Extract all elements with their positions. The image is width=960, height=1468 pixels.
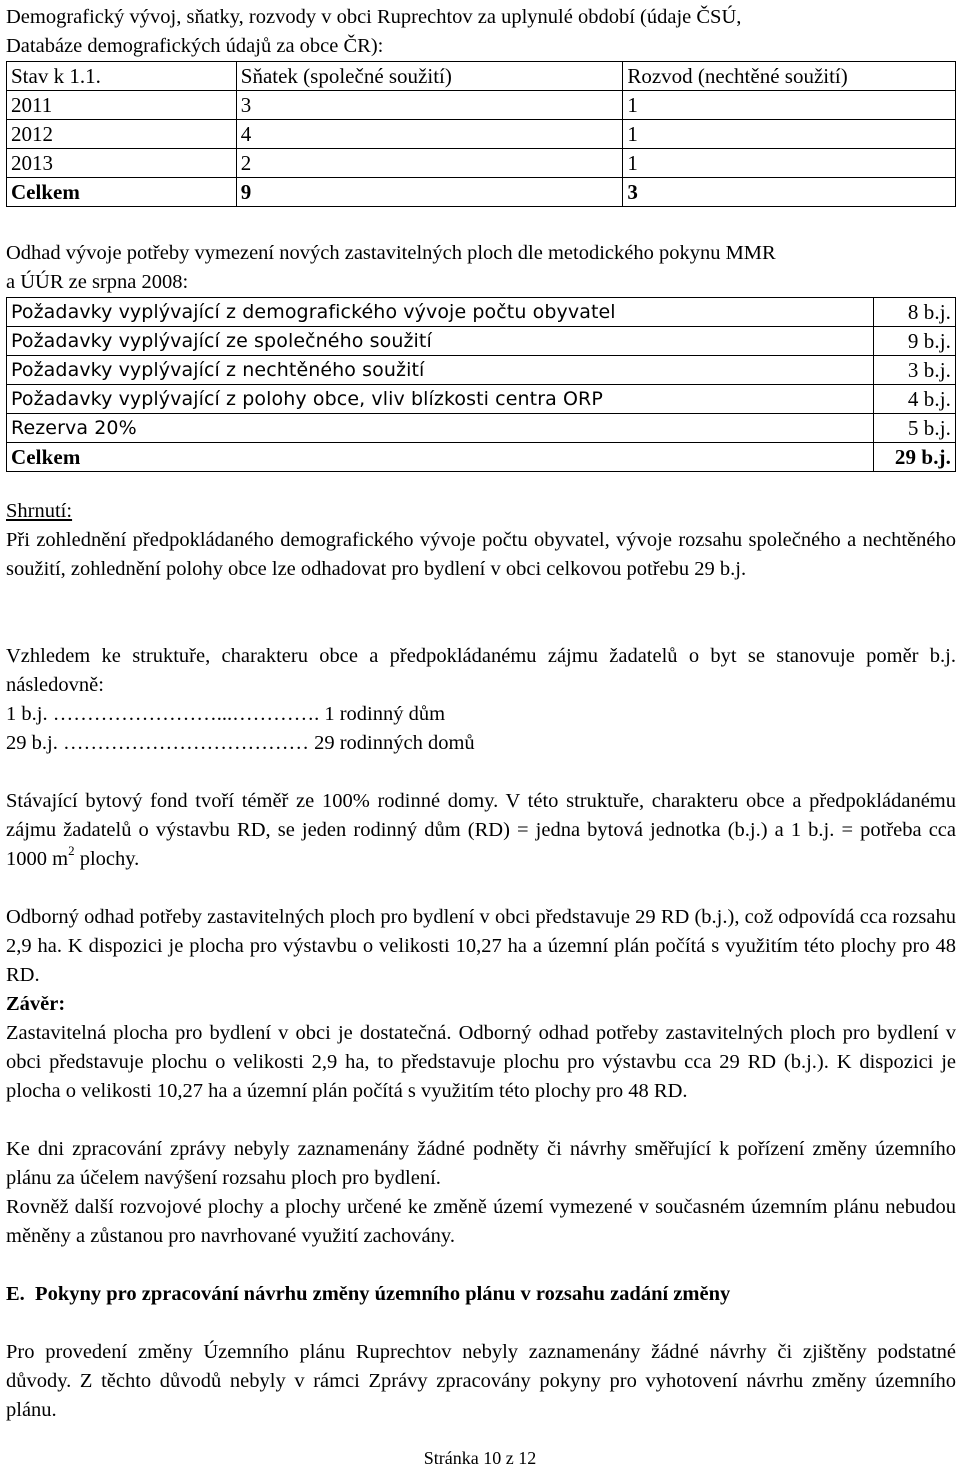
table-cell: 9 b.j. bbox=[874, 327, 956, 356]
table-cell: 8 b.j. bbox=[874, 298, 956, 327]
table-cell: Požadavky vyplývající z polohy obce, vliv blízkosti centra ORP bbox=[7, 385, 874, 414]
ratio-paragraph: Vzhledem ke struktuře, charakteru obce a předpokládanému zájmu žadatelů o byt se stanovuje poměr b.j. následovně: bbox=[6, 645, 956, 696]
ratio-line-2: 29 b.j. ……………………………… 29 rodinných domů bbox=[6, 732, 475, 754]
table-cell: Požadavky vyplývající ze společného soužití bbox=[7, 327, 874, 356]
table-header-row bbox=[7, 62, 956, 91]
conclusion-heading: Závěr: bbox=[6, 993, 66, 1015]
table-cell: 4 bbox=[236, 120, 623, 149]
table-row bbox=[7, 356, 956, 385]
ratio-line-1: 1 b.j. ……………………...…………. 1 rodinný dům bbox=[6, 703, 446, 725]
table-cell: 5 b.j. bbox=[874, 414, 956, 443]
table-header-cell: Sňatek (společné soužití) bbox=[236, 62, 623, 91]
table-cell: 2011 bbox=[7, 91, 237, 120]
table-cell: Rezerva 20% bbox=[7, 414, 874, 443]
table-row bbox=[7, 91, 956, 120]
expert-estimate-paragraph: Odborný odhad potřeby zastavitelných ploch pro bydlení v obci představuje 29 RD (b.j.), což odpovídá cca rozsahu 2,9 ha. K dispozici je plocha pro výstavbu o velikosti 10,27 ha a územní plán počítá s využitím této plochy pro 48 RD. bbox=[6, 906, 956, 986]
table-cell: Požadavky vyplývající z nechtěného soužití bbox=[7, 356, 874, 385]
table-cell: 3 bbox=[236, 91, 623, 120]
superscript: 2 bbox=[68, 843, 75, 859]
table-cell: 29 b.j. bbox=[874, 443, 956, 472]
table-row bbox=[7, 298, 956, 327]
section-e-heading: E. Pokyny pro zpracování návrhu změny územního plánu v rozsahu zadání změny bbox=[6, 1283, 731, 1305]
table-row bbox=[7, 149, 956, 178]
conclusion-paragraph-1: Zastavitelná plocha pro bydlení v obci je dostatečná. Odborný odhad potřeby zastavitelných ploch pro bydlení v obci představuje plochu o velikosti 2,9 ha, to představuje plochu pro výstavbu cca 29 RD (b.j.). K dispozici je plocha o velikosti 10,27 ha a územní plán počítá s využitím této plochy pro 48 RD. bbox=[6, 1022, 956, 1102]
table-cell: 3 b.j. bbox=[874, 356, 956, 385]
requirements-table bbox=[6, 297, 956, 472]
table-cell: 2012 bbox=[7, 120, 237, 149]
housing-paragraph bbox=[6, 787, 956, 874]
marriage-divorce-table bbox=[6, 61, 956, 207]
table-row bbox=[7, 385, 956, 414]
page-number-footer: Stránka 10 z 12 bbox=[423, 1448, 537, 1468]
table-row bbox=[7, 120, 956, 149]
intro-line-1: Demografický vývoj, sňatky, rozvody v obci Ruprechtov za uplynulé období (údaje ČSÚ, bbox=[6, 6, 742, 28]
table-cell: Celkem bbox=[7, 178, 237, 207]
table-header-cell: Rozvod (nechtěné soužití) bbox=[623, 62, 956, 91]
table-row bbox=[7, 414, 956, 443]
table-cell: Celkem bbox=[7, 443, 874, 472]
conclusion-paragraph-3: Rovněž další rozvojové plochy a plochy určené ke změně území vymezené v současném územním plánu nebudou měněny a zůstanou pro navrhované využití zachovány. bbox=[6, 1196, 956, 1247]
table-row bbox=[7, 327, 956, 356]
estimate-line-2: a ÚÚR ze srpna 2008: bbox=[6, 271, 189, 293]
table-total-row bbox=[7, 443, 956, 472]
section-e-paragraph: Pro provedení změny Územního plánu Ruprechtov nebyly zaznamenány žádné návrhy či zjištěny podstatné důvody. Z těchto důvodů nebyly v rámci Zprávy zpracovány pokyny pro vyhotovení návrhu změny územního plánu. bbox=[6, 1341, 956, 1421]
summary-heading: Shrnutí: bbox=[6, 500, 73, 522]
table-cell: 3 bbox=[623, 178, 956, 207]
table-cell: 9 bbox=[236, 178, 623, 207]
table-cell: 1 bbox=[623, 120, 956, 149]
table-cell: 4 b.j. bbox=[874, 385, 956, 414]
summary-paragraph: Při zohlednění předpokládaného demografického vývoje počtu obyvatel, vývoje rozsahu společného a nechtěného soužití, zohlednění polohy obce lze odhadovat pro bydlení v obci celkovou potřebu 29 b.j. bbox=[6, 529, 956, 580]
table-cell: Požadavky vyplývající z demografického vývoje počtu obyvatel bbox=[7, 298, 874, 327]
table-header-cell: Stav k 1.1. bbox=[7, 62, 237, 91]
estimate-line-1: Odhad vývoje potřeby vymezení nových zastavitelných ploch dle metodického pokynu MMR bbox=[6, 242, 776, 264]
conclusion-paragraph-2: Ke dni zpracování zprávy nebyly zaznamenány žádné podněty či návrhy směřující k pořízení změny územního plánu za účelem navýšení rozsahu ploch pro bydlení. bbox=[6, 1138, 956, 1189]
housing-text-end: plochy. bbox=[74, 848, 140, 870]
housing-text: Stávající bytový fond tvoří téměř ze 100% rodinné domy. V této struktuře, charakteru obce a předpokládanému zájmu žadatelů o výstavbu RD, se jeden rodinný dům (RD) = jedna bytová jednotka (b.j.) a 1 b.j. = potřeba cca 1000 m bbox=[6, 790, 956, 870]
table-total-row bbox=[7, 178, 956, 207]
intro-line-2: Databáze demografických údajů za obce ČR): bbox=[6, 35, 384, 57]
table-cell: 1 bbox=[623, 149, 956, 178]
table-cell: 1 bbox=[623, 91, 956, 120]
table-cell: 2 bbox=[236, 149, 623, 178]
table-cell: 2013 bbox=[7, 149, 237, 178]
